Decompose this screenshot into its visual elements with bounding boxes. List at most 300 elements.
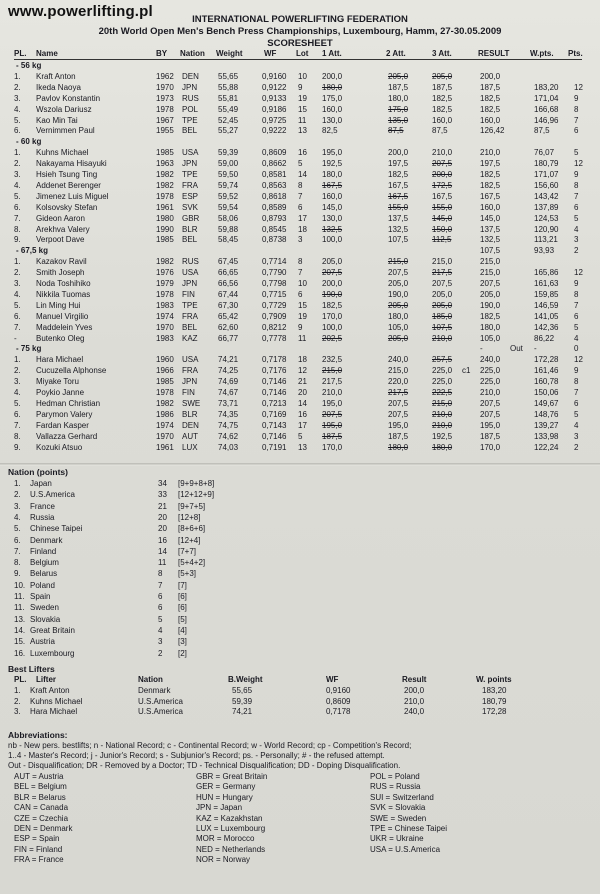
wilks-factor: 0,7909 bbox=[262, 311, 287, 321]
lot: 14 bbox=[298, 398, 307, 408]
attempt-1: 160,0 bbox=[322, 104, 343, 114]
category-carry-pts: 0 bbox=[574, 344, 579, 354]
lifter-name: Addenet Berenger bbox=[36, 180, 101, 190]
team-points: 9 bbox=[574, 279, 579, 288]
pl: 3. bbox=[14, 279, 21, 288]
nation-rank: 9. bbox=[14, 569, 21, 579]
wilks-points: 171,04 bbox=[534, 93, 559, 103]
table-row bbox=[0, 181, 600, 191]
nation-points: 4 bbox=[158, 625, 163, 635]
nation-rank: 2. bbox=[14, 490, 21, 500]
wilks-points: 165,86 bbox=[534, 268, 559, 278]
nation-breakdown: [8+6+6] bbox=[178, 524, 206, 534]
nation-breakdown: [5+4+2] bbox=[178, 558, 206, 568]
table-row bbox=[0, 192, 600, 202]
wilks-factor: 0,9186 bbox=[262, 104, 287, 114]
lot: 8 bbox=[298, 180, 303, 190]
result: 207,5 bbox=[480, 409, 501, 419]
wilks-points: 142,36 bbox=[534, 322, 559, 332]
attempt-3: 210,0 bbox=[432, 420, 453, 430]
lot: 11 bbox=[298, 115, 307, 125]
attempt-3: 167,5 bbox=[432, 191, 453, 201]
nation: FIN bbox=[182, 289, 195, 299]
result: 207,5 bbox=[480, 279, 501, 288]
nation: JPN bbox=[182, 159, 198, 169]
table-row bbox=[0, 443, 600, 453]
category-label: - 67,5 kg bbox=[16, 246, 49, 256]
body-weight: 67,44 bbox=[218, 289, 239, 299]
team-points: 5 bbox=[574, 148, 579, 158]
result: 182,5 bbox=[480, 180, 501, 190]
best-result: 240,0 bbox=[404, 707, 425, 716]
body-weight: 74,21 bbox=[218, 355, 239, 365]
attempt-2: 105,0 bbox=[388, 322, 409, 332]
nation: DEN bbox=[182, 420, 199, 430]
col-att2: 2 Att. bbox=[386, 49, 406, 58]
attempt-3: 215,0 bbox=[432, 398, 453, 408]
pl: 8. bbox=[14, 431, 21, 441]
best-lifter-row bbox=[0, 707, 600, 717]
col-pts: Pts. bbox=[568, 49, 583, 58]
lot: 6 bbox=[298, 202, 303, 212]
attempt-2: 167,5 bbox=[388, 180, 409, 190]
body-weight: 59,52 bbox=[218, 191, 239, 201]
nation-breakdown: [6] bbox=[178, 603, 187, 613]
birth-year: 1980 bbox=[156, 213, 174, 223]
attempt-2: 207,5 bbox=[388, 268, 409, 278]
attempt-3: 150,0 bbox=[432, 224, 453, 234]
body-weight: 73,71 bbox=[218, 398, 239, 408]
country-code-entry: SWE = Sweden bbox=[370, 813, 427, 823]
attempt-2: 175,0 bbox=[388, 104, 409, 114]
pl: 2. bbox=[14, 366, 21, 376]
body-weight: 59,50 bbox=[218, 170, 239, 179]
country-code-entry: UKR = Ukraine bbox=[370, 834, 424, 844]
result: 225,0 bbox=[480, 377, 501, 387]
lifter-name: Pavlov Konstantin bbox=[36, 93, 101, 103]
best-nation: Denmark bbox=[138, 686, 171, 695]
team-points: 4 bbox=[574, 224, 579, 234]
nation-name: U.S.America bbox=[30, 490, 75, 500]
birth-year: 1955 bbox=[156, 126, 174, 136]
best-bw: 59,39 bbox=[232, 696, 253, 706]
category-label: - 60 kg bbox=[16, 137, 42, 147]
category-2 bbox=[0, 246, 600, 256]
team-points: 4 bbox=[574, 420, 579, 430]
wilks-points: 180,79 bbox=[534, 159, 559, 169]
body-weight: 59,54 bbox=[218, 202, 239, 212]
table-row bbox=[0, 159, 600, 169]
table-row bbox=[0, 170, 600, 180]
attempt-1: 205,0 bbox=[322, 257, 343, 267]
attempt-2: 107,5 bbox=[388, 235, 409, 245]
table-row bbox=[0, 72, 600, 82]
wilks-factor: 0,8589 bbox=[262, 202, 287, 212]
attempt-2: 155,0 bbox=[388, 202, 409, 212]
attempt-2: 132,5 bbox=[388, 224, 409, 234]
nation-name: Finland bbox=[30, 546, 57, 556]
country-code-entry: RUS = Russia bbox=[370, 782, 421, 792]
nation-points: 6 bbox=[158, 603, 163, 613]
birth-year: 1974 bbox=[156, 420, 174, 430]
nation-rank: 4. bbox=[14, 512, 21, 522]
lifter-name: Kraft Anton bbox=[36, 71, 76, 81]
category-carry-wpts: - bbox=[534, 344, 537, 354]
best-col-wf: WF bbox=[326, 675, 339, 684]
lot: 16 bbox=[298, 148, 307, 158]
attempt-2: 205,0 bbox=[388, 333, 409, 343]
birth-year: 1976 bbox=[156, 268, 174, 278]
attempt-2: 180,0 bbox=[388, 442, 409, 452]
body-weight: 59,39 bbox=[218, 148, 239, 158]
nation-row bbox=[0, 513, 600, 523]
wilks-factor: 0,8563 bbox=[262, 180, 287, 190]
attempt-1: 192,5 bbox=[322, 159, 343, 169]
country-code-entry: BEL = Belgium bbox=[14, 782, 67, 792]
attempt-3: 257,5 bbox=[432, 355, 453, 365]
wilks-points: 171,07 bbox=[534, 170, 559, 179]
country-code-entry: LUX = Luxembourg bbox=[196, 824, 266, 833]
nation-breakdown: [7+7] bbox=[178, 546, 197, 556]
best-wpts: 183,20 bbox=[482, 686, 507, 695]
birth-year: 1978 bbox=[156, 289, 174, 299]
table-row bbox=[0, 279, 600, 289]
wilks-points: 148,76 bbox=[534, 409, 559, 419]
table-row bbox=[0, 410, 600, 420]
attempt-2: 187,5 bbox=[388, 82, 409, 92]
attempt-3: 222,5 bbox=[432, 388, 453, 397]
category-carry-result: 107,5 bbox=[480, 246, 501, 256]
nation: FRA bbox=[182, 366, 198, 376]
nation: LUX bbox=[182, 442, 198, 452]
birth-year: 1974 bbox=[156, 311, 174, 321]
nation-row bbox=[0, 558, 600, 568]
team-points: 3 bbox=[574, 431, 579, 441]
wilks-points: 133,98 bbox=[534, 431, 559, 441]
lifter-name: Vernimmen Paul bbox=[36, 126, 95, 136]
attempt-2: 180,0 bbox=[388, 311, 409, 321]
nation-breakdown: [9+7+5] bbox=[178, 501, 206, 511]
table-row bbox=[0, 83, 600, 93]
team-points: 8 bbox=[574, 377, 579, 387]
attempt-3: 112,5 bbox=[432, 235, 452, 245]
birth-year: 1963 bbox=[156, 159, 174, 169]
body-weight: 74,35 bbox=[218, 409, 239, 419]
team-points: 12 bbox=[574, 355, 583, 365]
nation-row bbox=[0, 649, 600, 659]
birth-year: 1978 bbox=[156, 191, 174, 201]
wilks-factor: 0,7790 bbox=[262, 268, 287, 278]
nation-points: 14 bbox=[158, 546, 167, 556]
nation-name: Japan bbox=[30, 479, 52, 488]
nation-breakdown: [7] bbox=[178, 580, 187, 590]
country-code-entry: KAZ = Kazakhstan bbox=[196, 813, 263, 823]
nation-points: 21 bbox=[158, 501, 167, 511]
lifter-name: Kolsovsky Stefan bbox=[36, 202, 98, 212]
lifter-name: Hedman Christian bbox=[36, 398, 101, 408]
body-weight: 67,30 bbox=[218, 300, 239, 310]
nation: AUT bbox=[182, 431, 198, 441]
team-points: 7 bbox=[574, 115, 579, 125]
body-weight: 58,45 bbox=[218, 235, 239, 245]
attempt-3: 187,5 bbox=[432, 82, 453, 92]
table-row bbox=[0, 268, 600, 278]
pl: 1. bbox=[14, 257, 21, 267]
best-wpts: 172,28 bbox=[482, 707, 507, 716]
attempt-1: 132,5 bbox=[322, 224, 343, 234]
nation-row bbox=[0, 637, 600, 647]
attempt-2: 180,0 bbox=[388, 93, 409, 103]
body-weight: 55,27 bbox=[218, 126, 239, 136]
nation-row bbox=[0, 524, 600, 534]
abbreviations-title: Abbreviations: bbox=[8, 730, 68, 740]
lot: 5 bbox=[298, 431, 303, 441]
lifter-name: Jimenez Luis Miguel bbox=[36, 191, 109, 201]
best-lifter: Kraft Anton bbox=[30, 686, 70, 695]
country-code-entry: FRA = France bbox=[14, 855, 64, 865]
nation-points: 7 bbox=[158, 580, 163, 590]
body-weight: 59,74 bbox=[218, 180, 239, 190]
attempt-1: 200,0 bbox=[322, 71, 343, 81]
wilks-factor: 0,7146 bbox=[262, 388, 287, 397]
pl: 2. bbox=[14, 159, 21, 169]
pl: 6. bbox=[14, 126, 21, 136]
nation-name: France bbox=[30, 501, 55, 511]
body-weight: 74,67 bbox=[218, 388, 239, 397]
wilks-factor: 0,9725 bbox=[262, 115, 287, 125]
nation-row bbox=[0, 536, 600, 546]
birth-year: 1985 bbox=[156, 235, 174, 245]
attempt-3: 182,5 bbox=[432, 104, 453, 114]
nation-name: Chinese Taipei bbox=[30, 524, 83, 534]
body-weight: 62,60 bbox=[218, 322, 239, 332]
nation-points: 8 bbox=[158, 569, 163, 579]
lifter-name: Verpoot Dave bbox=[36, 235, 85, 245]
table-row bbox=[0, 323, 600, 333]
abbr-line-2: 1..4 - Master's Record; j - Junior's Record; s - Subjunior's Record; ps. - Personally; # - the refused attempt. bbox=[8, 751, 385, 760]
header-rule bbox=[14, 59, 582, 60]
nation-breakdown: [12+4] bbox=[178, 535, 201, 545]
table-row bbox=[0, 421, 600, 431]
lifter-name: Kuhns Michael bbox=[36, 148, 89, 158]
pl: 7. bbox=[14, 213, 21, 223]
best-result: 210,0 bbox=[404, 696, 425, 706]
wilks-points: 143,42 bbox=[534, 191, 559, 201]
col-att3: 3 Att. bbox=[432, 49, 452, 58]
pl: 4. bbox=[14, 104, 21, 114]
country-code-entry: CAN = Canada bbox=[14, 803, 69, 813]
result: 167,5 bbox=[480, 191, 501, 201]
team-points: 9 bbox=[574, 170, 579, 179]
birth-year: 1979 bbox=[156, 279, 174, 288]
lot: 19 bbox=[298, 93, 307, 103]
wilks-factor: 0,8738 bbox=[262, 235, 287, 245]
nation: SVK bbox=[182, 202, 199, 212]
attempt-1: 145,0 bbox=[322, 202, 343, 212]
attempt-1: 100,0 bbox=[322, 322, 343, 332]
table-row bbox=[0, 126, 600, 136]
lot: 17 bbox=[298, 420, 307, 430]
attempt-1: 195,0 bbox=[322, 148, 343, 158]
wilks-factor: 0,7146 bbox=[262, 377, 287, 387]
nation-points: 33 bbox=[158, 490, 167, 500]
nation-row bbox=[0, 479, 600, 489]
result: 215,0 bbox=[480, 268, 501, 278]
team-points: 7 bbox=[574, 300, 579, 310]
wilks-points: 124,53 bbox=[534, 213, 559, 223]
wilks-factor: 0,9222 bbox=[262, 126, 287, 136]
result: 205,0 bbox=[480, 289, 501, 299]
nation-breakdown: [5+3] bbox=[178, 569, 197, 579]
wilks-factor: 0,7191 bbox=[262, 442, 287, 452]
result: 240,0 bbox=[480, 355, 501, 365]
best-lifters-header bbox=[0, 675, 600, 685]
birth-year: 1985 bbox=[156, 377, 174, 387]
nation-name: Denmark bbox=[30, 535, 63, 545]
nation-row bbox=[0, 502, 600, 512]
nation-points: 34 bbox=[158, 479, 167, 488]
body-weight: 58,06 bbox=[218, 213, 239, 223]
pl: 9. bbox=[14, 235, 21, 245]
attempt-2: 217,5 bbox=[388, 388, 409, 397]
nation-points: 20 bbox=[158, 524, 167, 534]
best-wpts: 180,79 bbox=[482, 696, 507, 706]
table-row bbox=[0, 432, 600, 442]
team-points: 12 bbox=[574, 82, 583, 92]
lot: 11 bbox=[298, 333, 307, 343]
attempt-2: 182,5 bbox=[388, 170, 409, 179]
site-watermark: www.powerlifting.pl bbox=[8, 3, 153, 20]
table-row bbox=[0, 148, 600, 158]
attempt-2: 87,5 bbox=[388, 126, 404, 136]
wilks-points: 122,24 bbox=[534, 442, 559, 452]
nation-rank: 5. bbox=[14, 524, 21, 534]
table-row bbox=[0, 334, 600, 344]
body-weight: 74,62 bbox=[218, 431, 239, 441]
body-weight: 59,00 bbox=[218, 159, 239, 169]
attempt-3: 205,0 bbox=[432, 289, 453, 299]
attempt-1: 170,0 bbox=[322, 311, 343, 321]
pl: 7. bbox=[14, 322, 21, 332]
lifter-name: Kozuki Atsuo bbox=[36, 442, 83, 452]
attempt-1: 130,0 bbox=[322, 115, 343, 125]
attempt-2: 205,0 bbox=[388, 71, 409, 81]
attempt-3: 207,5 bbox=[432, 279, 453, 288]
wilks-factor: 0,8793 bbox=[262, 213, 287, 223]
nation-rank: 7. bbox=[14, 546, 21, 556]
attempt-1: 202,5 bbox=[322, 333, 343, 343]
table-row bbox=[0, 301, 600, 311]
country-code-entry: TPE = Chinese Taipei bbox=[370, 824, 448, 833]
attempt-3: 210,0 bbox=[432, 409, 453, 419]
nation: FIN bbox=[182, 388, 195, 397]
nation-name: Poland bbox=[30, 580, 55, 590]
pl: 2. bbox=[14, 82, 21, 92]
wilks-points: 137,89 bbox=[534, 202, 559, 212]
result: 190,0 bbox=[480, 300, 501, 310]
nation-breakdown: [12+12+9] bbox=[178, 490, 215, 500]
nation-points: 20 bbox=[158, 512, 167, 522]
result: 210,0 bbox=[480, 388, 501, 397]
lot: 9 bbox=[298, 82, 303, 92]
attempt-2: 137,5 bbox=[388, 213, 409, 223]
country-code-entry: AUT = Austria bbox=[14, 772, 64, 781]
body-weight: 66,56 bbox=[218, 279, 239, 288]
nation-name: Sweden bbox=[30, 603, 59, 613]
birth-year: 1983 bbox=[156, 300, 174, 310]
attempt-1: 200,0 bbox=[322, 279, 343, 288]
wilks-points: 87,5 bbox=[534, 126, 550, 136]
nation: BLR bbox=[182, 409, 198, 419]
attempt-3: 210,0 bbox=[432, 148, 453, 158]
attempt-3: 217,5 bbox=[432, 268, 453, 278]
lifter-name: Fardan Kasper bbox=[36, 420, 89, 430]
team-points: 8 bbox=[574, 289, 579, 299]
attempt-3: 185,0 bbox=[432, 311, 453, 321]
nation: TPE bbox=[182, 170, 198, 179]
lot: 10 bbox=[298, 71, 307, 81]
result: 160,0 bbox=[480, 115, 501, 125]
nation: USA bbox=[182, 355, 199, 365]
table-row bbox=[0, 214, 600, 224]
birth-year: 1970 bbox=[156, 82, 174, 92]
nation-rank: 11. bbox=[14, 603, 25, 613]
nation-row bbox=[0, 581, 600, 591]
wilks-factor: 0,7715 bbox=[262, 289, 287, 299]
nation: TPE bbox=[182, 115, 198, 125]
lifter-name: Nikkila Tuomas bbox=[36, 289, 91, 299]
body-weight: 52,45 bbox=[218, 115, 239, 125]
best-lifters-title: Best Lifters bbox=[8, 664, 55, 674]
table-row bbox=[0, 235, 600, 245]
wilks-points: 76,07 bbox=[534, 148, 555, 158]
paper-fold bbox=[0, 463, 600, 466]
wilks-factor: 0,8581 bbox=[262, 170, 287, 179]
attempt-1: 82,5 bbox=[322, 126, 338, 136]
federation-title: INTERNATIONAL POWERLIFTING FEDERATION bbox=[192, 14, 408, 25]
attempt-1: 190,0 bbox=[322, 289, 343, 299]
attempt-3: 172,5 bbox=[432, 180, 453, 190]
attempt-2: 167,5 bbox=[388, 191, 409, 201]
body-weight: 66,77 bbox=[218, 333, 239, 343]
category-3 bbox=[0, 344, 600, 354]
table-row bbox=[0, 377, 600, 387]
wilks-points: 172,28 bbox=[534, 355, 559, 365]
wilks-factor: 0,9160 bbox=[262, 71, 287, 81]
lot: 15 bbox=[298, 300, 307, 310]
team-points: 7 bbox=[574, 191, 579, 201]
category-carry-result: - bbox=[480, 344, 483, 354]
attempt-3: 180,0 bbox=[432, 442, 453, 452]
result: 182,5 bbox=[480, 93, 501, 103]
attempt-3: 205,0 bbox=[432, 300, 453, 310]
pl: 7. bbox=[14, 420, 21, 430]
nation: TPE bbox=[182, 300, 198, 310]
birth-year: 1982 bbox=[156, 180, 174, 190]
result: 180,0 bbox=[480, 322, 501, 332]
lot: 7 bbox=[298, 268, 303, 278]
nation-name: Belarus bbox=[30, 569, 58, 579]
nation: POL bbox=[182, 104, 199, 114]
lot: 8 bbox=[298, 257, 303, 267]
body-weight: 66,65 bbox=[218, 268, 239, 278]
attempt-3: 107,5 bbox=[432, 322, 453, 332]
category-carry-pts: 2 bbox=[574, 246, 579, 256]
lot: 18 bbox=[298, 224, 307, 234]
country-code-entry: HUN = Hungary bbox=[196, 792, 253, 802]
attempt-2: 215,0 bbox=[388, 366, 409, 376]
category-carry-out: Out bbox=[510, 344, 523, 354]
